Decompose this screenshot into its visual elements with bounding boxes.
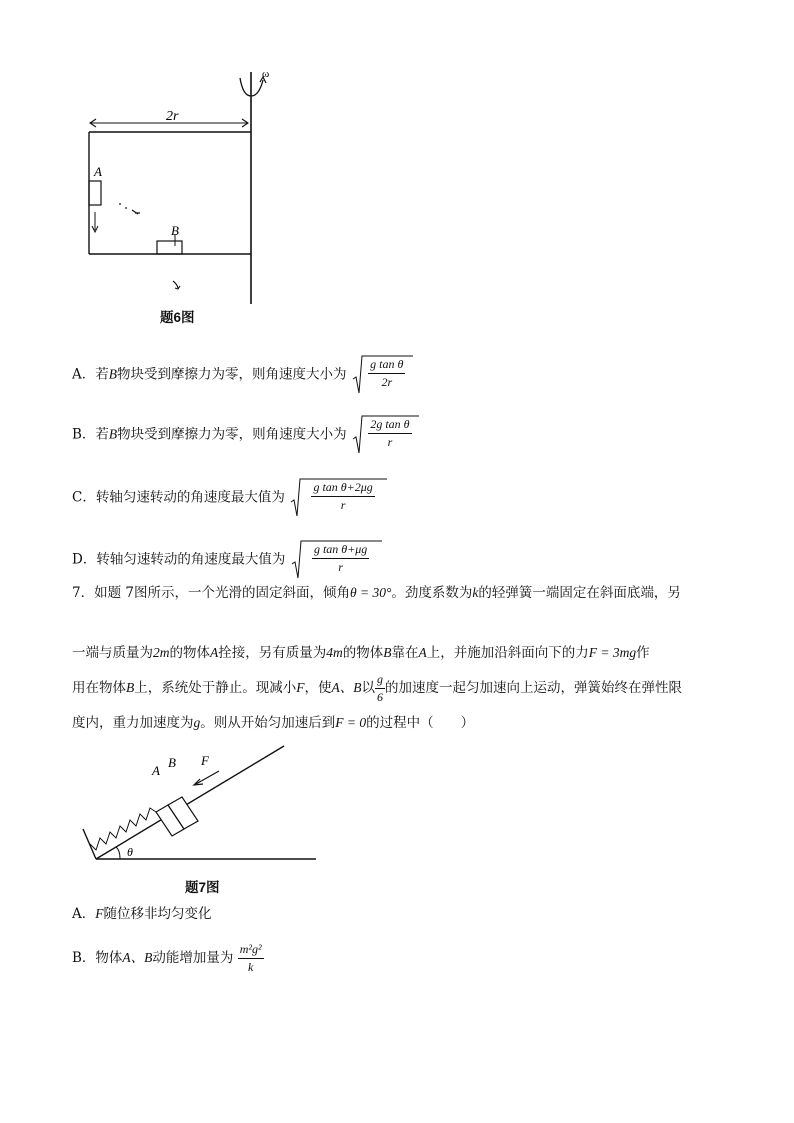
q7-stem-line-4: 度内，重力加速度为g。则从开始匀加速后到F = 0的过程中（ ） (72, 715, 475, 731)
sqrt-expression: $\frac{\text{2g tan θ}}{r}$ (353, 415, 419, 455)
block-b-label: B (168, 755, 176, 770)
q6-option-c: C．转轴匀速转动的角速度最大值为 $\frac{\text{g tan θ+2μg}}{r}$ (72, 478, 387, 518)
sqrt-expression: $\frac{\text{g tan θ+2μg}}{r}$ (291, 478, 387, 518)
acceleration-fraction: $\frac{g}{6}$ (377, 672, 383, 704)
figure-6-caption: 题6图 (160, 310, 195, 325)
width-label: 2r (166, 109, 179, 124)
block-b (157, 241, 182, 254)
block-a-label: A (94, 164, 102, 179)
force-label: F (201, 753, 209, 768)
q7-stem-line-2: 一端与质量为2m的物体A拴接，另有质量为4m的物体B靠在A上，并施加沿斜面向下的力F = 3mg作 (72, 645, 650, 661)
q7-option-a: A．F随位移非均匀变化 (72, 906, 212, 922)
block-a (89, 181, 101, 205)
q6-option-a: A．若B物块受到摩擦力为零，则角速度大小为 $\frac{\text{g tan θ}}{2r}$ (72, 355, 413, 395)
block-a-label: A (152, 763, 160, 778)
spring-wall (83, 829, 96, 859)
figure-7-caption: 题7图 (185, 880, 220, 895)
figure-7-diagram (76, 742, 326, 867)
sqrt-expression: $\frac{\text{g tan θ+μg}}{r}$ (292, 540, 382, 580)
q7-stem-line-3: 用在物体B上，系统处于静止。现减小F，使A、B以 $\frac{g}{6}$ 的加速度一起匀加速向上运动，弹簧始终在弹性限 (72, 672, 682, 704)
q6-option-b: B．若B物块受到摩擦力为零，则角速度大小为 $\frac{\text{2g tan θ}}{r}$ (72, 415, 419, 455)
q7-option-b: B．物体A、B动能增加量为 $\frac{\text{m²g²}}{k}$ (72, 942, 262, 974)
kinetic-energy-fraction: $\frac{\text{m²g²}}{k}$ (239, 942, 262, 974)
sqrt-expression: $\frac{\text{g tan θ}}{2r}$ (353, 355, 413, 395)
q7-stem-line-1: 7．如题 7图所示，一个光滑的固定斜面，倾角θ = 30°。劲度系数为k的轻弹簧一端固定在斜面底端，另 (72, 585, 681, 601)
theta-label: θ (127, 845, 133, 859)
angle-arc (116, 847, 120, 859)
force-arrow (196, 771, 219, 784)
block-b-label: B (171, 223, 179, 238)
figure-6-diagram (80, 62, 290, 307)
q6-option-d: D．转轴匀速转动的角速度最大值为 $\frac{\text{g tan θ+μg}}{r}$ (72, 540, 382, 580)
incline-surface (96, 746, 284, 859)
omega-label: ω (262, 68, 270, 80)
